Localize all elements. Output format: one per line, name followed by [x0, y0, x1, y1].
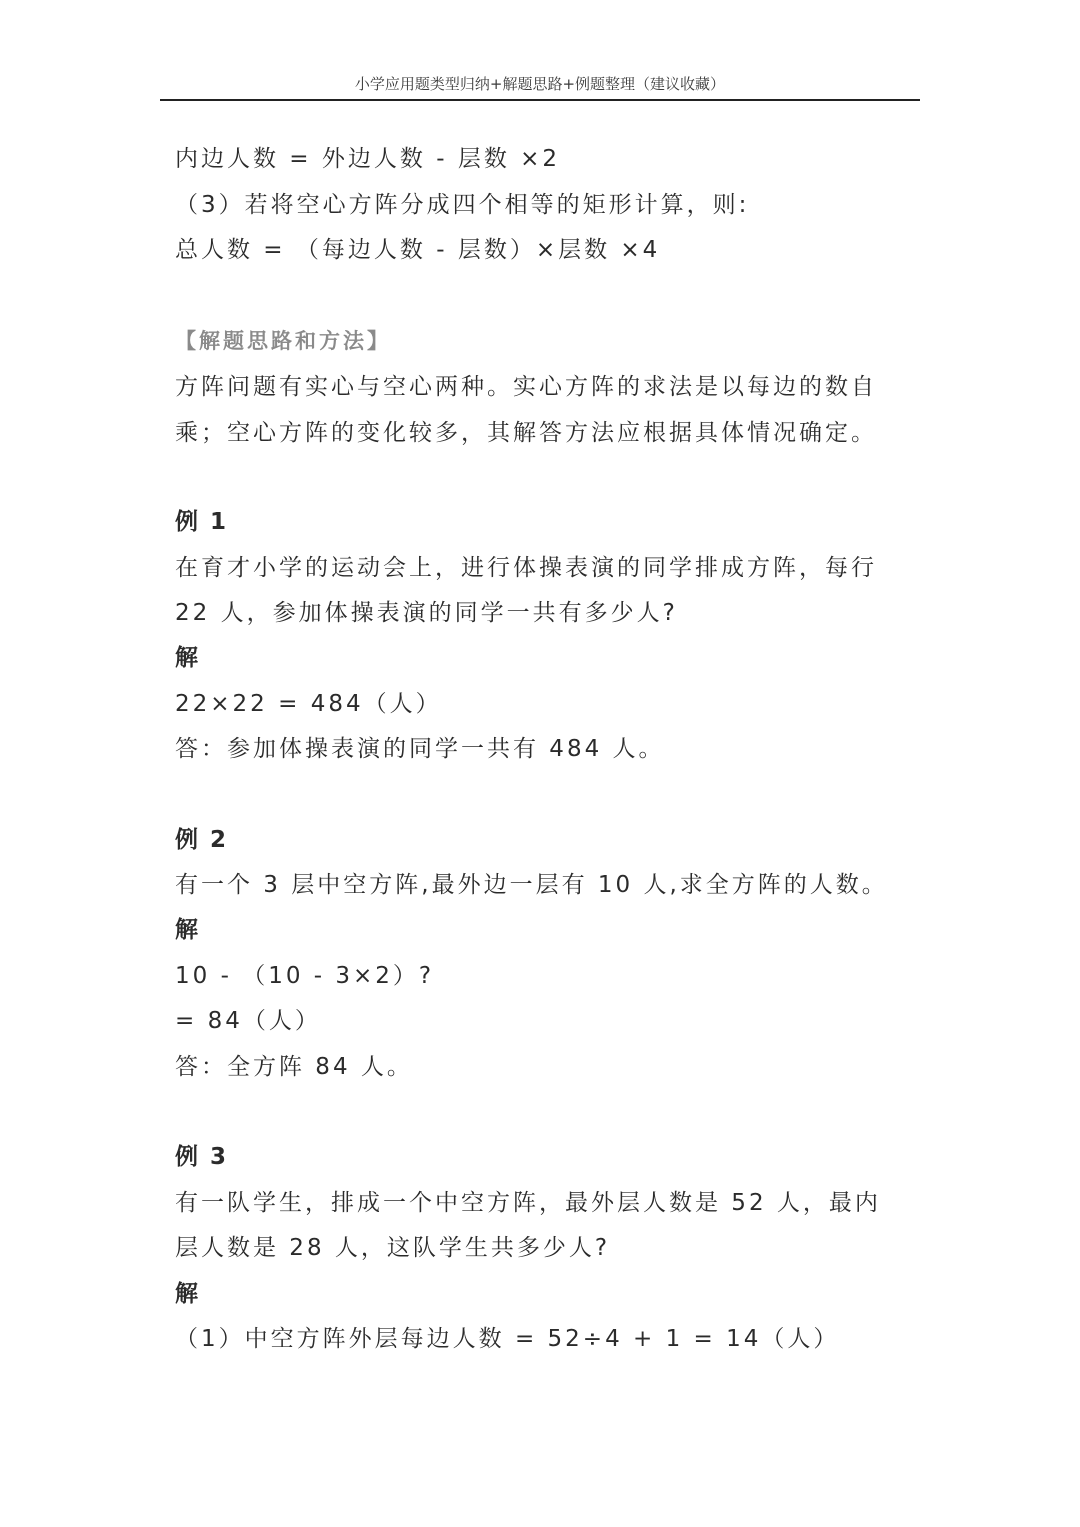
example-3-problem-line-2: 层人数是 28 人，这队学生共多少人? [175, 1235, 611, 1261]
example-1-label: 例 1 [175, 509, 229, 535]
method-text-line-1: 方阵问题有实心与空心两种。实心方阵的求法是以每边的数自 [175, 374, 877, 400]
formula-inner-count: 内边人数 = 外边人数 - 层数 ×2 [175, 146, 561, 172]
header-divider [160, 99, 920, 101]
example-3-problem-line-1: 有一队学生，排成一个中空方阵，最外层人数是 52 人，最内 [175, 1190, 881, 1216]
example-1-calculation: 22×22 = 484（人） [175, 691, 442, 717]
example-2-problem: 有一个 3 层中空方阵,最外边一层有 10 人,求全方阵的人数。 [175, 872, 888, 898]
method-text-line-2: 乘；空心方阵的变化较多，其解答方法应根据具体情况确定。 [175, 420, 877, 446]
example-2-solution-label: 解 [175, 917, 200, 943]
example-2-answer: 答：全方阵 84 人。 [175, 1054, 413, 1080]
example-2-calculation-1: 10 - （10 - 3×2）? [175, 963, 435, 989]
example-2-calculation-2: = 84（人） [175, 1008, 321, 1034]
example-1-answer: 答：参加体操表演的同学一共有 484 人。 [175, 736, 665, 762]
page-header-title: 小学应用题类型归纳+解题思路+例题整理（建议收藏） [354, 75, 726, 93]
example-2-label: 例 2 [175, 827, 229, 853]
method-heading: 【解题思路和方法】 [175, 329, 391, 353]
example-3-label: 例 3 [175, 1144, 229, 1170]
example-3-solution-label: 解 [175, 1281, 200, 1307]
example-1-problem-line-2: 22 人，参加体操表演的同学一共有多少人? [175, 600, 678, 626]
formula-rectangle-intro: （3）若将空心方阵分成四个相等的矩形计算，则: [175, 192, 750, 218]
example-1-solution-label: 解 [175, 645, 200, 671]
formula-total: 总人数 = （每边人数 - 层数）×层数 ×4 [175, 237, 661, 263]
example-3-step-1: （1）中空方阵外层每边人数 = 52÷4 + 1 = 14（人） [175, 1326, 840, 1352]
example-1-problem-line-1: 在育才小学的运动会上，进行体操表演的同学排成方阵，每行 [175, 555, 877, 581]
